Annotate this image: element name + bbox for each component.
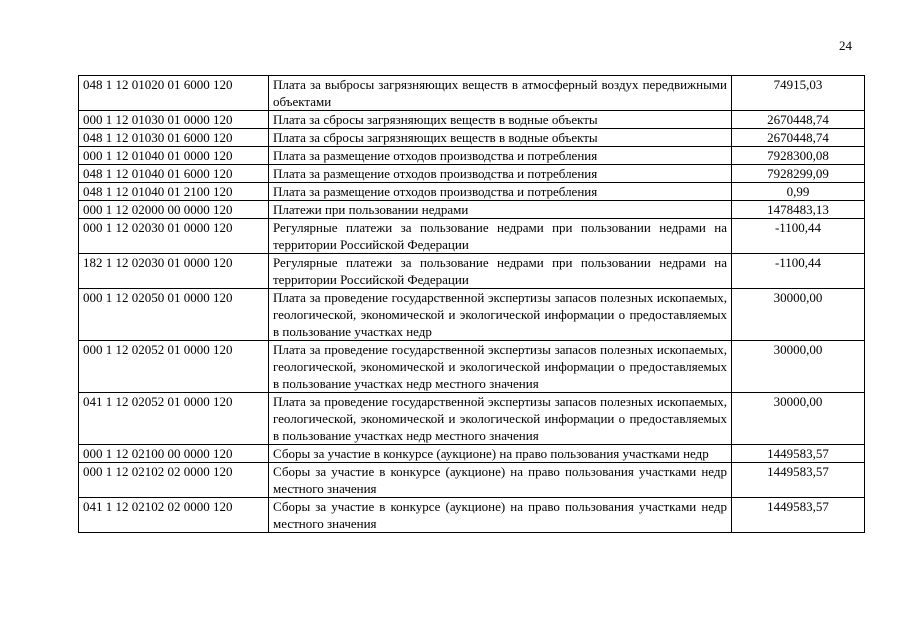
- revenue-name-cell: Плата за сбросы загрязняющих веществ в водные объекты: [269, 111, 732, 129]
- budget-code-cell: 000 1 12 02000 00 0000 120: [79, 201, 269, 219]
- revenue-name-cell: Плата за размещение отходов производства и потребления: [269, 147, 732, 165]
- table-row: [79, 165, 865, 183]
- table-row: [79, 254, 865, 289]
- revenue-name-cell: Регулярные платежи за пользование недрами при пользовании недрами на территории Российской Федерации: [269, 254, 732, 289]
- revenue-name-cell: Сборы за участие в конкурсе (аукционе) на право пользования участками недр местного значения: [269, 463, 732, 498]
- revenue-name-cell: Плата за размещение отходов производства и потребления: [269, 165, 732, 183]
- budget-code-cell: 048 1 12 01030 01 6000 120: [79, 129, 269, 147]
- table-row: [79, 393, 865, 445]
- revenue-name-cell: Сборы за участие в конкурсе (аукционе) на право пользования участками недр местного значения: [269, 498, 732, 533]
- budget-code-cell: 041 1 12 02102 02 0000 120: [79, 498, 269, 533]
- budget-code-cell: 000 1 12 01030 01 0000 120: [79, 111, 269, 129]
- revenue-name-cell: Плата за выбросы загрязняющих веществ в атмосферный воздух передвижными объектами: [269, 76, 732, 111]
- amount-cell: 1449583,57: [732, 498, 865, 533]
- amount-cell: 7928299,09: [732, 165, 865, 183]
- amount-cell: 30000,00: [732, 393, 865, 445]
- amount-cell: 74915,03: [732, 76, 865, 111]
- budget-code-cell: 048 1 12 01040 01 6000 120: [79, 165, 269, 183]
- budget-code-cell: 048 1 12 01040 01 2100 120: [79, 183, 269, 201]
- budget-code-cell: 041 1 12 02052 01 0000 120: [79, 393, 269, 445]
- amount-cell: 7928300,08: [732, 147, 865, 165]
- budget-code-cell: 182 1 12 02030 01 0000 120: [79, 254, 269, 289]
- table-row: [79, 289, 865, 341]
- budget-code-cell: 000 1 12 02050 01 0000 120: [79, 289, 269, 341]
- page-number: 24: [839, 38, 852, 53]
- budget-code-cell: 000 1 12 02102 02 0000 120: [79, 463, 269, 498]
- amount-cell: 30000,00: [732, 289, 865, 341]
- budget-revenue-table: [78, 75, 865, 533]
- budget-code-cell: 000 1 12 01040 01 0000 120: [79, 147, 269, 165]
- revenue-name-cell: Плата за проведение государственной экспертизы запасов полезных ископаемых, геологической, экономической и экологической информации о предоставляемых в пользование участках недр местного значения: [269, 393, 732, 445]
- amount-cell: -1100,44: [732, 254, 865, 289]
- budget-code-cell: 000 1 12 02100 00 0000 120: [79, 445, 269, 463]
- revenue-name-cell: Платежи при пользовании недрами: [269, 201, 732, 219]
- table-row: [79, 341, 865, 393]
- amount-cell: 2670448,74: [732, 129, 865, 147]
- budget-code-cell: 000 1 12 02030 01 0000 120: [79, 219, 269, 254]
- amount-cell: 1449583,57: [732, 445, 865, 463]
- revenue-name-cell: Плата за размещение отходов производства и потребления: [269, 183, 732, 201]
- amount-cell: 1478483,13: [732, 201, 865, 219]
- amount-cell: 1449583,57: [732, 463, 865, 498]
- amount-cell: -1100,44: [732, 219, 865, 254]
- table-body: [79, 76, 865, 533]
- table-row: [79, 76, 865, 111]
- table-row: [79, 147, 865, 165]
- table-row: [79, 111, 865, 129]
- revenue-name-cell: Плата за сбросы загрязняющих веществ в водные объекты: [269, 129, 732, 147]
- budget-code-cell: 000 1 12 02052 01 0000 120: [79, 341, 269, 393]
- revenue-name-cell: Сборы за участие в конкурсе (аукционе) на право пользования участками недр: [269, 445, 732, 463]
- table-row: [79, 201, 865, 219]
- table-row: [79, 219, 865, 254]
- table-row: [79, 463, 865, 498]
- amount-cell: 30000,00: [732, 341, 865, 393]
- budget-code-cell: 048 1 12 01020 01 6000 120: [79, 76, 269, 111]
- table-row: [79, 129, 865, 147]
- table-row: [79, 445, 865, 463]
- revenue-name-cell: Плата за проведение государственной экспертизы запасов полезных ископаемых, геологической, экономической и экологической информации о предоставляемых в пользование участках недр: [269, 289, 732, 341]
- revenue-name-cell: Регулярные платежи за пользование недрами при пользовании недрами на территории Российской Федерации: [269, 219, 732, 254]
- amount-cell: 0,99: [732, 183, 865, 201]
- table-row: [79, 183, 865, 201]
- amount-cell: 2670448,74: [732, 111, 865, 129]
- table-row: [79, 498, 865, 533]
- revenue-name-cell: Плата за проведение государственной экспертизы запасов полезных ископаемых, геологической, экономической и экологической информации о предоставляемых в пользование участках недр местного значения: [269, 341, 732, 393]
